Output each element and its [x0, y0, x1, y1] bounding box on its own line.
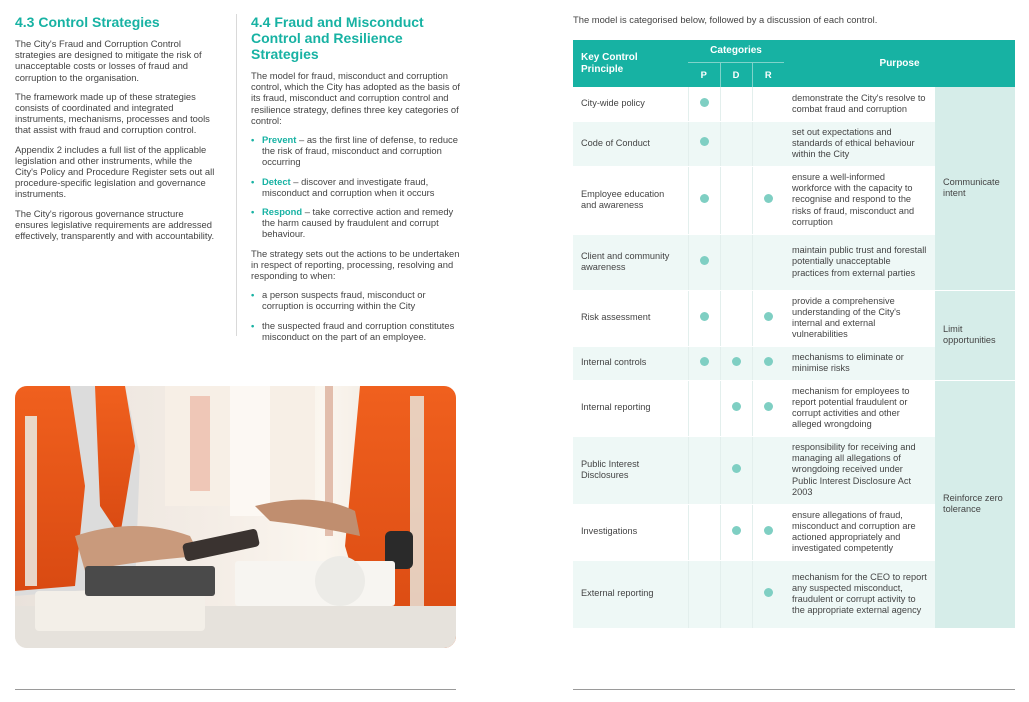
d-cell	[720, 346, 752, 380]
category-dot	[700, 98, 709, 107]
category-dot	[732, 402, 741, 411]
principle-cell: Client and community awareness	[573, 234, 688, 290]
principle-cell: City-wide policy	[573, 87, 688, 121]
principle-cell: Investigations	[573, 504, 688, 560]
bullet-text: – take corrective action and remedy the harm caused by fraudulent and corrupt behaviour.	[262, 206, 454, 240]
purpose-cell: set out expectations and standards of ethical behaviour within the City	[784, 121, 935, 166]
workers-photo-illustration	[15, 386, 456, 648]
section-4-3-heading: 4.3 Control Strategies	[15, 14, 160, 30]
purpose-cell: demonstrate the City's resolve to combat fraud and corruption	[784, 87, 935, 121]
r-cell	[752, 380, 784, 436]
d-cell	[720, 166, 752, 234]
d-cell	[720, 121, 752, 166]
category-dot	[732, 464, 741, 473]
principle-cell: External reporting	[573, 560, 688, 628]
principle-cell: Employee education and awareness	[573, 166, 688, 234]
r-cell	[752, 166, 784, 234]
section-4-3	[15, 14, 215, 249]
d-cell	[720, 436, 752, 504]
p-cell	[688, 380, 720, 436]
principle-cell: Internal reporting	[573, 380, 688, 436]
r-cell	[752, 234, 784, 290]
category-dot	[700, 312, 709, 321]
category-dot	[764, 526, 773, 535]
category-dot	[700, 357, 709, 366]
paragraph: Appendix 2 includes a full list of the applicable legislation and other instruments, while the City's Policy and Procedure Register sets out all procedure-specific legislation and governance instruments.	[15, 143, 215, 200]
bullet-keyword: Detect	[262, 175, 291, 187]
footer-rule-right	[573, 689, 1015, 690]
control-principles-table	[573, 40, 1015, 629]
p-cell	[688, 234, 720, 290]
header-key-control-principle: Key Control Principle	[573, 40, 688, 87]
purpose-cell: mechanism for employees to report potential fraudulent or corrupt activities and other alleged wrongdoing	[784, 380, 935, 436]
table-row	[573, 380, 1015, 436]
paragraph: The framework made up of these strategies consists of coordinated and integrated instruments, mechanisms, processes and tools that assist with fraud and corruption control.	[15, 90, 210, 136]
group-communicate-intent: Communicate intent	[935, 87, 1015, 290]
p-cell	[688, 121, 720, 166]
footer-rule-left	[15, 689, 456, 690]
category-dot	[764, 357, 773, 366]
r-cell	[752, 290, 784, 346]
p-cell	[688, 290, 720, 346]
section-4-4-heading: 4.4 Fraud and Misconduct Control and Resilience Strategies	[251, 14, 424, 62]
d-cell	[720, 87, 752, 121]
purpose-cell: ensure a well-informed workforce with the capacity to recognise and respond to the risks of fraud, misconduct and corruption	[784, 166, 935, 234]
r-cell	[752, 436, 784, 504]
d-cell	[720, 380, 752, 436]
r-cell	[752, 504, 784, 560]
purpose-cell: mechanism for the CEO to report any suspected misconduct, fraudulent or corrupt activity to the appropriate external agency	[784, 560, 935, 628]
workers-photo	[15, 386, 456, 648]
category-dot	[732, 357, 741, 366]
d-cell	[720, 504, 752, 560]
paragraph: The City's Fraud and Corruption Control strategies are designed to mitigate the risk of unacceptable costs or losses of fraud and corruption to the organisation.	[15, 38, 202, 83]
p-cell	[688, 166, 720, 234]
purpose-cell: ensure allegations of fraud, misconduct and corruption are actioned appropriately and investigated competently	[784, 504, 935, 560]
purpose-cell: maintain public trust and forestall potentially unacceptable practices from external parties	[784, 234, 935, 290]
category-dot	[764, 312, 773, 321]
bullet-item: • a person suspects fraud, misconduct or corruption is occurring within the City	[251, 289, 461, 311]
category-dot	[764, 588, 773, 597]
paragraph: The model for fraud, misconduct and corruption control, which the City has adopted as the basis of its fraud, misconduct and corruption control and resilience strategy, defines three key categories of control:	[251, 70, 460, 126]
section-4-4	[251, 14, 461, 350]
paragraph: The strategy sets out the actions to be undertaken in respect of reporting, processing, resolving and responding to when:	[251, 247, 460, 282]
bullet-keyword: Respond	[262, 206, 303, 218]
p-cell	[688, 560, 720, 628]
header-p: P	[688, 63, 720, 88]
bullet-keyword: Prevent	[262, 134, 297, 146]
category-dot	[764, 402, 773, 411]
r-cell	[752, 87, 784, 121]
purpose-cell: mechanisms to eliminate or minimise risks	[784, 346, 935, 380]
p-cell	[688, 436, 720, 504]
group-limit-opportunities: Limit opportunities	[935, 290, 1015, 380]
table-row	[573, 290, 1015, 346]
category-dot	[700, 137, 709, 146]
p-cell	[688, 504, 720, 560]
p-cell	[688, 87, 720, 121]
bullet-detect	[251, 176, 461, 198]
header-categories: Categories	[688, 40, 784, 63]
paragraph: The City's rigorous governance structure ensures legislative requirements are addressed effectively, transparently and with accountability.	[15, 207, 215, 242]
r-cell	[752, 121, 784, 166]
category-dot	[732, 526, 741, 535]
principle-cell: Public Interest Disclosures	[573, 436, 688, 504]
table-row	[573, 87, 1015, 121]
bullet-prevent	[251, 134, 461, 168]
category-dot	[764, 194, 773, 203]
d-cell	[720, 290, 752, 346]
header-d: D	[720, 63, 752, 88]
purpose-cell: responsibility for receiving and managing all allegations of wrongdoing received under Public Interest Disclosure Act 2003	[784, 436, 935, 504]
bullet-item: • the suspected fraud and corruption constitutes misconduct on the part of an employee.	[251, 320, 461, 342]
principle-cell: Code of Conduct	[573, 121, 688, 166]
table-intro: The model is categorised below, followed by a discussion of each control.	[573, 14, 878, 25]
bullet-respond	[251, 206, 461, 240]
purpose-cell: provide a comprehensive understanding of the City's internal and external vulnerabilities	[784, 290, 935, 346]
d-cell	[720, 560, 752, 628]
p-cell	[688, 346, 720, 380]
bullet-text: – discover and investigate fraud, misconduct and corruption when it occurs	[262, 175, 435, 198]
principle-cell: Internal controls	[573, 346, 688, 380]
d-cell	[720, 234, 752, 290]
principle-cell: Risk assessment	[573, 290, 688, 346]
group-reinforce-zero-tolerance: Reinforce zero tolerance	[935, 380, 1015, 628]
category-dot	[700, 194, 709, 203]
category-dot	[700, 256, 709, 265]
r-cell	[752, 560, 784, 628]
bullet-text: – as the first line of defense, to reduce the risk of fraud, misconduct and corruption occurring	[262, 134, 458, 168]
column-divider	[236, 14, 237, 336]
header-purpose: Purpose	[784, 40, 1015, 87]
r-cell	[752, 346, 784, 380]
header-r: R	[752, 63, 784, 88]
